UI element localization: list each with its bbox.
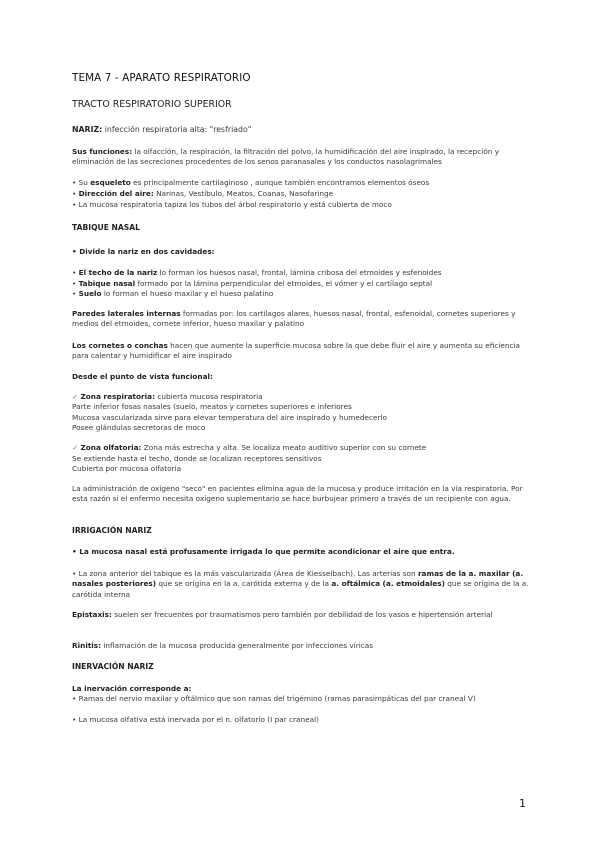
zona-respiratoria-label: Zona respiratoria: [80, 392, 155, 401]
suelo-text: lo forman el hueso maxilar y el hueso palatino [101, 289, 274, 298]
irrigacion-heading: IRRIGACIÓN NARIZ [72, 526, 152, 535]
inervacion-heading: INERVACIÓN NARIZ [72, 662, 154, 671]
esqueleto-text: es principalmente cartilaginoso , aunque también encontramos elementos óseos [130, 178, 430, 187]
techo-text: lo forman los huesos nasal, frontal, lámina cribosa del etmoides y esfenoides [157, 268, 442, 277]
zona-respiratoria-line: Parte inferior fosas nasales (suelo, meatos y cornetes superiores e inferiores [72, 402, 352, 411]
divide-item [72, 247, 536, 257]
bullet: • [72, 189, 79, 198]
zona-anterior-paragraph [72, 569, 536, 600]
zona-respiratoria-line: Mucosa vascularizada sirve para elevar temperatura del aire inspirado y humedecerlo [72, 413, 387, 422]
mucosa-item: • La mucosa respiratoria tapiza los tubos del árbol respiratorio y está cubierta de moco [72, 200, 392, 209]
divide-text: • Divide la nariz en dos cavidades: [72, 247, 215, 256]
paredes-text: formadas por: los cartílagos alares, huesos nasal, frontal, esfenoidal, cornetes superiores y medios del etmoides, cornete inferior, hueso maxilar y palatino [72, 309, 518, 329]
tabique-text: formado por la lámina perpendicular del etmoides, el vómer y el cartílago septal [135, 279, 433, 288]
funciones-paragraph [72, 147, 536, 168]
inervacion-intro [72, 684, 536, 694]
bullet: • [72, 279, 79, 288]
rinitis-label: Rinitis: [72, 641, 102, 650]
arteria-oftalmica: a. oftálmica (a. etmoidales) [331, 579, 445, 589]
zona-olfatoria-line: Se extiende hasta el techo, donde se localizan receptores sensitivos [72, 454, 322, 463]
tabique-heading: TABIQUE NASAL [72, 223, 140, 232]
nariz-text: infección respiratoria alta: "resfriado" [102, 125, 252, 134]
irrigada-item [72, 547, 536, 557]
paredes-paragraph [72, 309, 536, 330]
arteria-maxilar: ramas de la a. maxilar (a. nasales posteriores) [72, 569, 526, 589]
epistaxis-paragraph [72, 610, 536, 620]
nariz-paragraph [72, 125, 536, 135]
bullet: • [72, 268, 79, 277]
zona-anterior-text: que se origina de la a. carótida interna [72, 579, 531, 599]
checkmark-icon: ✓ [72, 392, 79, 401]
epistaxis-text: suelen ser frecuentes por traumatismos pero también por debilidad de los vasos e hipertensión arterial [111, 610, 493, 619]
punto-vista-line [72, 372, 536, 382]
cornetes-text: hacen que aumente la superficie mucosa sobre la que debe fluir el aire y aumenta su eficiencia para calentar y humidificar el aire inspirado [72, 341, 523, 361]
techo-label: El techo de la nariz [78, 268, 158, 277]
funciones-label: Sus funciones: [72, 147, 133, 156]
checkmark-icon: ✓ [72, 443, 79, 452]
section-subtitle: TRACTO RESPIRATORIO SUPERIOR [72, 99, 232, 110]
inervacion-item: • Ramas del nervio maxilar y oftálmico que son ramas del trigémino (ramas parasimpáticas del par craneal V) [72, 694, 476, 703]
funciones-text: la olfacción, la respiración, la filtración del polvo, la humidificación del aire inspirado, la recepción y eliminación de las secreciones procedentes de los senos paranasales y los conductos nasolagrimales [72, 147, 502, 167]
tabique-item [72, 279, 536, 289]
rinitis-text: inflamación de la mucosa producida generalmente por infecciones víricas [101, 641, 374, 650]
bullet: • Su [72, 178, 91, 187]
bullet: • [72, 289, 79, 298]
esqueleto-label: esqueleto [90, 178, 131, 187]
suelo-item [72, 289, 536, 299]
punto-vista-text: Desde el punto de vista funcional: [72, 372, 213, 381]
techo-item [72, 268, 536, 278]
esqueleto-item [72, 178, 536, 188]
direccion-item [72, 189, 536, 199]
nariz-label: NARIZ: [72, 125, 103, 134]
zona-respiratoria [72, 392, 536, 402]
tabique-label: Tabique nasal [78, 279, 136, 288]
zona-respiratoria-line: Posee glándulas secretoras de moco [72, 423, 206, 432]
zona-olfatoria-label: Zona olfatoria: [80, 443, 142, 452]
page-number: 1 [519, 797, 526, 810]
direccion-text: Narinas, Vestíbulo, Meatos, Coanas, Nasofaringe [153, 189, 334, 198]
document-title: TEMA 7 - APARATO RESPIRATORIO [72, 72, 251, 84]
inervacion-item: • La mucosa olfativa está inervada por el n. olfatorio (I par craneal) [72, 715, 319, 724]
oxigeno-paragraph: La administración de oxígeno "seco" en pacientes elimina agua de la mucosa y produce irritación en la vía respiratoria. Por esta razón si el enfermo necesita oxígeno suplementario se hace burbujear primero a través de un recipiente con agua. [72, 484, 525, 504]
zona-respiratoria-text: cubierta mucosa respiratoria [155, 392, 263, 401]
zona-olfatoria-line: Cubierta por mucosa olfatoria [72, 464, 182, 473]
zona-olfatoria-text: Zona más estrecha y alta. Se localiza meato auditivo superior con su cornete [141, 443, 427, 452]
inervacion-intro-text: La inervación corresponde a: [72, 684, 192, 693]
zona-anterior-text: que se origina en la a. carótida externa y de la [156, 579, 332, 589]
direccion-label: Dirección del aire: [78, 189, 154, 198]
cornetes-label: Los cornetes o conchas [72, 341, 168, 350]
zona-olfatoria [72, 443, 536, 453]
irrigada-text: • La mucosa nasal está profusamente irrigada lo que permite acondicionar el aire que entra. [72, 547, 455, 556]
rinitis-paragraph [72, 641, 536, 651]
suelo-label: Suelo [78, 289, 102, 298]
paredes-label: Paredes laterales internas [72, 309, 181, 318]
zona-anterior-text: • La zona anterior del tabique es la más vascularizada (Área de Kiesselbach). Las arterias son [72, 569, 418, 578]
cornetes-paragraph [72, 341, 536, 362]
epistaxis-label: Epistaxis: [72, 610, 112, 619]
